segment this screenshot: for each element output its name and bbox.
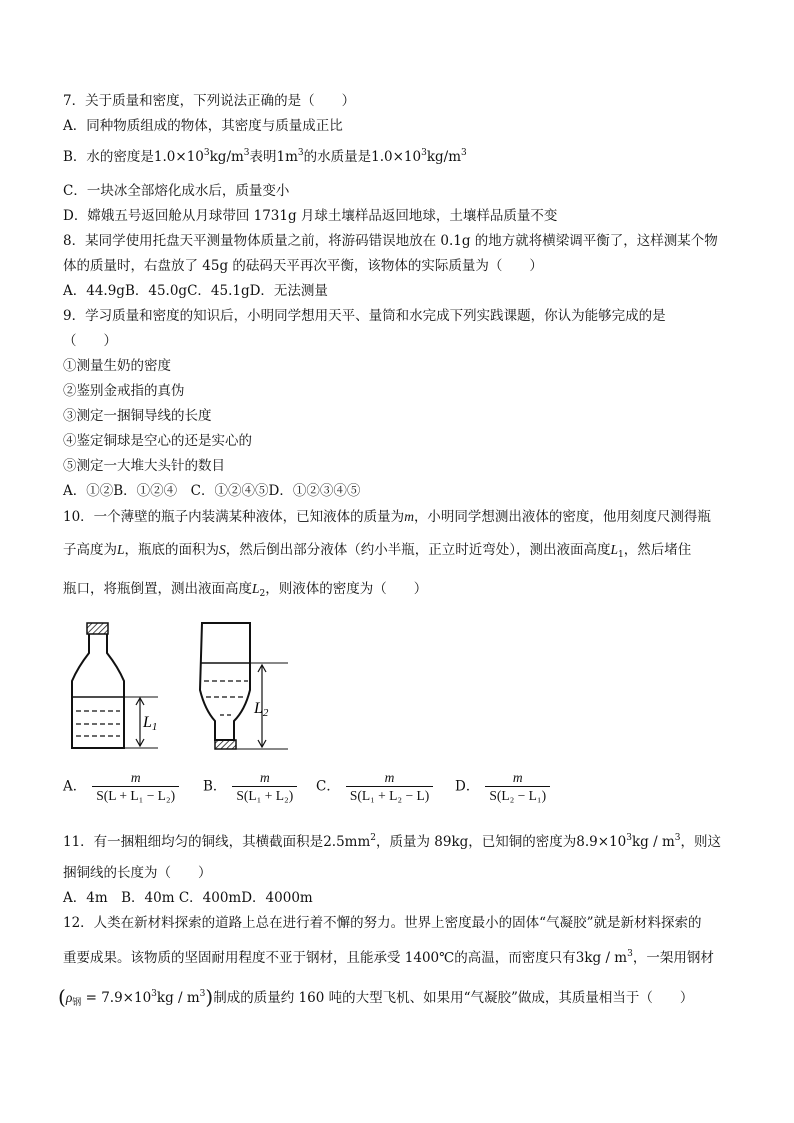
q11-stem-line2: 捆铜线的长度为（ ）	[63, 865, 212, 881]
q9-item-1: ①测量生奶的密度	[63, 358, 171, 374]
q9-item-4: ④鉴定铜球是空心的还是实心的	[63, 433, 252, 449]
upright-bottle	[72, 623, 158, 748]
q12-stem-line2: 重要成果。该物质的坚固耐用程度不亚于钢材，且能承受 1400℃的高温，而密度只有$3kg / m^3$，一架用钢材	[63, 949, 714, 966]
q8-stem-line1: 8．某同学使用托盘天平测量物体质量之前，将游码错误地放在 0.1g 的地方就将横梁调平衡了，这样测某个物	[63, 233, 718, 249]
q10-option-b: B． $\frac{m}{\text{S(L₁ + L₂)}}$	[203, 770, 303, 804]
q9-options: A．①②B．①②④ C．①②④⑤D．①②③④⑤	[63, 483, 361, 499]
q12-stem-line1: 12．人类在新材料探索的道路上总在进行着不懈的努力。世界上密度最小的固体“气凝胶”就是新材料探索的	[63, 915, 702, 931]
q8-options: A．44.9gB．45.0gC．45.1gD．无法测量	[63, 283, 328, 299]
label-l1: L1	[143, 714, 158, 733]
q10-option-a: A． $\frac{m}{\text{S(L + L₁ − L₂)}}$	[63, 770, 185, 804]
q9-item-2: ②鉴别金戒指的真伪	[63, 383, 185, 399]
q9-item-5: ⑤测定一大堆大头针的数目	[63, 458, 225, 474]
q12-stem-line3: $(\rho_钢 = 7.9\times 10^3kg / m^3)$制成的质量约 160 吨的大型飞机、如果用“气凝胶”做成，其质量相当于（ ）	[58, 985, 694, 1009]
q7-option-b: B．水的密度是$1.0\times 10^3kg/m^3$表明$1m^3$的水质量是$1.0\times 10^3kg/m^3$	[63, 148, 467, 165]
q7-option-d: D．嫦娥五号返回舱从月球带回 1731g 月球土壤样品返回地球，土壤样品质量不变	[63, 208, 558, 224]
q10-stem-line2: 子高度为L，瓶底的面积为S，然后倒出部分液体（约小半瓶，正立时近弯处），测出液面高度$L_1$，然后堵住	[63, 542, 692, 560]
q10-stem-line3: 瓶口，将瓶倒置，测出液面高度$L_2$，则液体的密度为（ ）	[63, 581, 428, 599]
label-l2: L2	[254, 700, 269, 719]
q7-stem: 7．关于质量和密度，下列说法正确的是（ ）	[63, 93, 356, 109]
q10-option-d: D． $\frac{m}{\text{S(L₂ − L₁)}}$	[455, 770, 556, 804]
q11-stem-line1: 11．有一捆粗细均匀的铜线，其横截面积是$2.5mm^2$，质量为 89kg，已知铜的密度为$8.9\times 10^3kg / m^3$，则这	[63, 833, 721, 850]
q10-option-c: C． $\frac{m}{\text{S(L₁ + L₂ − L)}}$	[316, 770, 439, 804]
q11-options: A．4m B．40m C．400mD．4000m	[63, 890, 313, 906]
q7-option-a: A．同种物质组成的物体，其密度与质量成正比	[63, 118, 343, 134]
q9-item-3: ③测定一捆铜导线的长度	[63, 408, 212, 424]
q7-option-c: C．一块冰全部熔化成水后，质量变小	[63, 183, 290, 199]
q9-stem-line1: 9．学习质量和密度的知识后，小明同学想用天平、量筒和水完成下列实践课题，你认为能够完成的是	[63, 308, 666, 324]
bottle-figure	[60, 615, 310, 755]
inverted-bottle	[200, 623, 288, 749]
q8-stem-line2: 体的质量时，右盘放了 45g 的砝码天平再次平衡，该物体的实际质量为（ ）	[63, 258, 543, 274]
q10-stem-line1: 10．一个薄壁的瓶子内装满某种液体，已知液体的质量为m，小明同学想测出液体的密度，他用刻度尺测得瓶	[63, 509, 711, 525]
q9-stem-line2: （ ）	[63, 333, 117, 349]
